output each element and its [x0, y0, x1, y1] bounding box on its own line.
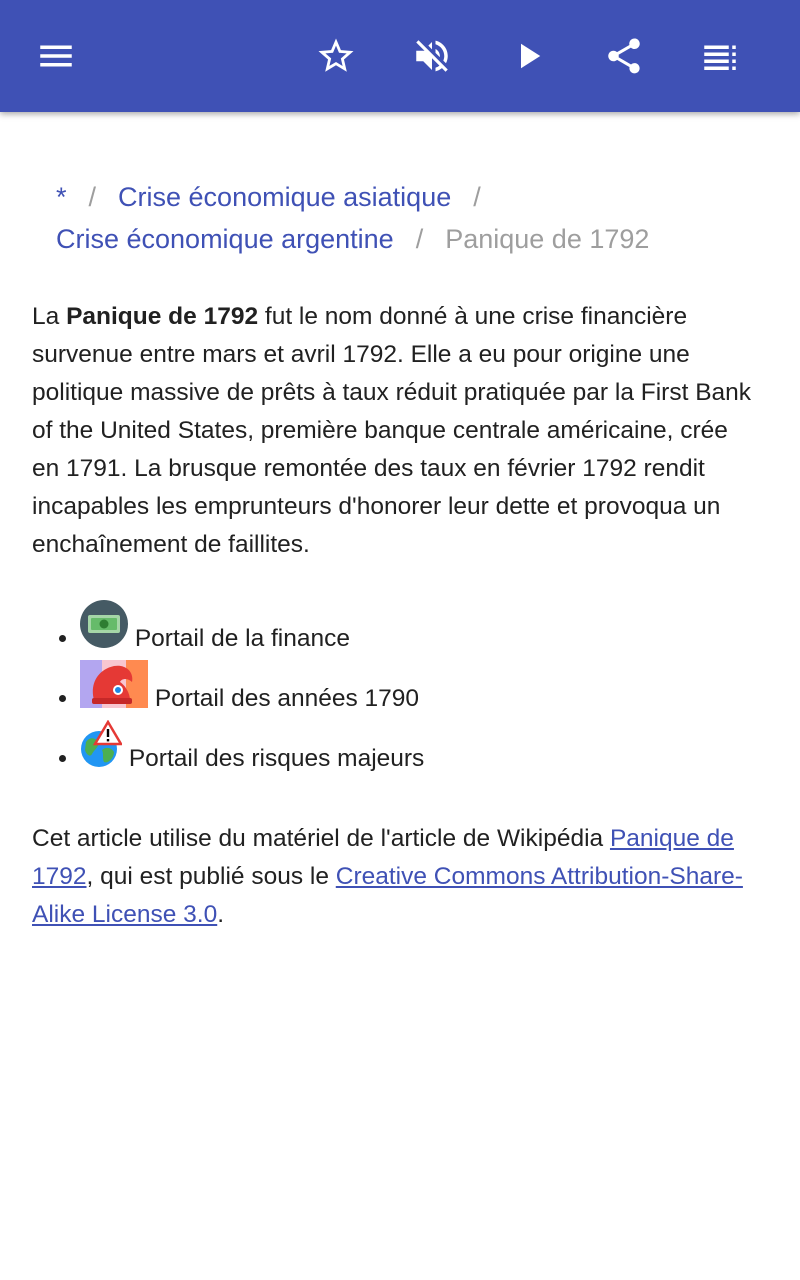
playlist-icon [699, 35, 741, 77]
attribution-text: . [217, 901, 225, 928]
breadcrumb-separator: / [88, 182, 97, 212]
menu-icon [35, 35, 77, 77]
breadcrumb-root-link[interactable]: * [56, 182, 67, 212]
breadcrumb-link-asiatique[interactable]: Crise économique asiatique [118, 182, 452, 212]
breadcrumb-separator: / [415, 224, 424, 254]
playlist-button[interactable] [692, 28, 748, 84]
menu-button[interactable] [28, 28, 84, 84]
star-outline-icon [315, 35, 357, 77]
attribution-text: , qui est publié sous le [86, 863, 336, 890]
portal-item-finance[interactable] [80, 600, 752, 660]
portal-item-1790s[interactable] [80, 660, 752, 720]
breadcrumb [32, 176, 752, 260]
play-icon [507, 35, 549, 77]
share-icon [603, 35, 645, 77]
attribution-text: Cet article utilise du matériel de l'article de Wikipédia [32, 825, 610, 852]
portal-item-risques[interactable] [80, 720, 752, 780]
article-content [32, 176, 752, 934]
portal-label: Portail de la finance [134, 625, 351, 652]
paragraph-text-start: La [32, 303, 67, 330]
earth-warning-icon [80, 720, 122, 768]
license-link[interactable]: Creative Commons Attribution-Share-Alike License 3.0 [32, 863, 743, 928]
article-paragraph [32, 298, 752, 564]
phrygian-cap-icon [80, 660, 148, 708]
article-title-bold: Panique de 1792 [66, 303, 259, 330]
volume-off-icon [411, 35, 453, 77]
breadcrumb-current: Panique de 1792 [445, 224, 650, 254]
breadcrumb-separator: / [473, 182, 481, 212]
breadcrumb-link-argentine[interactable]: Crise économique argentine [56, 224, 394, 254]
mute-button[interactable] [404, 28, 460, 84]
portal-label: Portail des risques majeurs [128, 745, 425, 772]
attribution-paragraph [32, 820, 752, 934]
banknote-icon [80, 600, 128, 648]
share-button[interactable] [596, 28, 652, 84]
play-button[interactable] [500, 28, 556, 84]
portal-label: Portail des années 1790 [154, 685, 420, 712]
portal-list [32, 600, 752, 780]
wikipedia-article-link[interactable]: Panique de 1792 [32, 825, 734, 890]
app-bar [0, 0, 800, 112]
bookmark-button[interactable] [308, 28, 364, 84]
paragraph-text-rest: fut le nom donné à une crise financière survenue entre mars et avril 1792. Elle a eu pour origine une politique massive de prêts à taux réduit pratiquée par la First Bank of the United States, première banque centrale américaine, crée en 1791. La brusque remontée des taux en février 1792 rendit incapables les emprunteurs d'honorer leur dette et provoqua un enchaînement de faillites. [32, 303, 752, 558]
